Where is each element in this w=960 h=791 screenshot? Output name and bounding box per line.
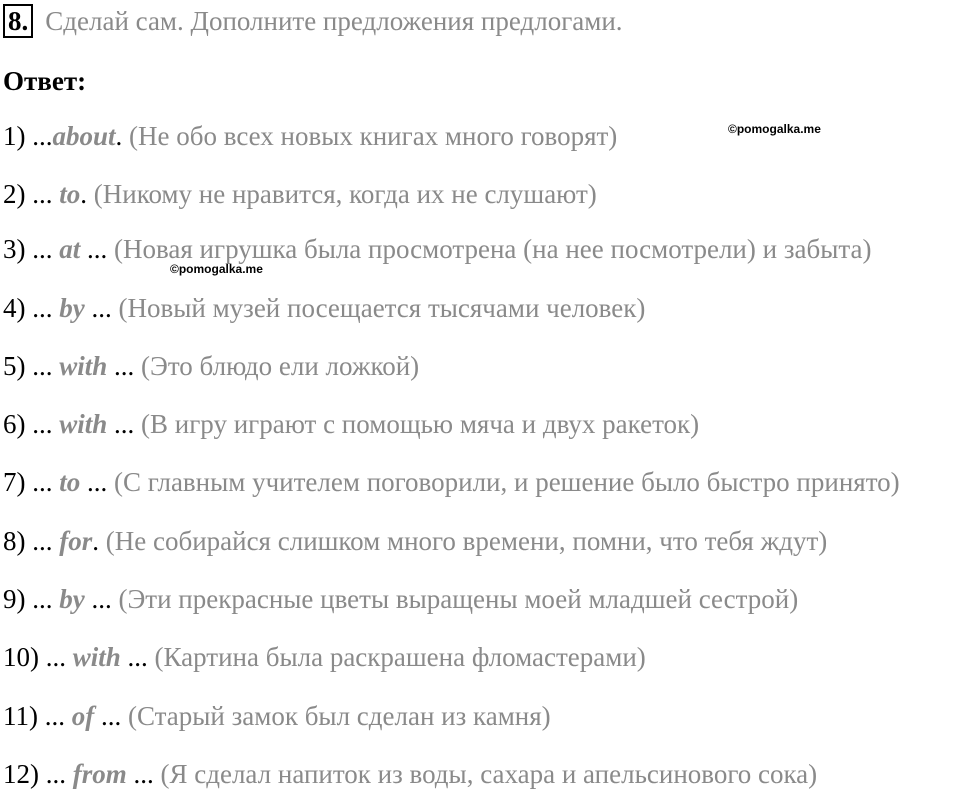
answer-line-2 (3, 178, 597, 210)
watermark: ©pomogalka.me (170, 262, 263, 276)
task-header (3, 3, 623, 39)
answer-line-12 (3, 758, 817, 790)
answer-line-9 (3, 583, 798, 615)
line-dots-after: ... (107, 409, 135, 439)
translation: (С главным учителем поговорили, и решение было быстро принято) (107, 467, 900, 497)
preposition: to (59, 467, 81, 497)
line-dots: ... (25, 467, 60, 497)
line-dots-after: ... (126, 759, 154, 789)
line-dots: ... (25, 179, 60, 209)
translation: (Новый музей посещается тысячами человек) (111, 293, 646, 323)
preposition: by (59, 584, 85, 614)
line-dots: ... (39, 642, 73, 672)
preposition: about (52, 121, 116, 151)
translation: (Картина была раскрашена фломастерами) (147, 642, 646, 672)
answer-line-5 (3, 350, 419, 382)
preposition: with (59, 409, 108, 439)
answer-line-7 (3, 466, 900, 498)
line-dots: ... (39, 759, 73, 789)
preposition: with (72, 642, 121, 672)
line-number: 6) (3, 409, 26, 439)
translation: (Никому не нравится, когда их не слушают) (87, 179, 597, 209)
answer-line-4 (3, 292, 645, 324)
line-number: 7) (3, 467, 26, 497)
preposition: for (59, 526, 93, 556)
translation: (В игру играют с помощью мяча и двух ракеток) (134, 409, 700, 439)
line-dots-after: ... (120, 642, 148, 672)
line-number: 1) (3, 121, 26, 151)
answer-line-3 (3, 233, 871, 265)
line-dots: ... (25, 234, 60, 264)
answer-line-1 (3, 120, 617, 152)
line-dots: ... (25, 584, 60, 614)
translation: (Это блюдо ели ложкой) (134, 351, 420, 381)
translation: (Старый замок был сделан из камня) (121, 701, 551, 731)
task-instruction: Сделай сам. Дополните предложения предлогами. (45, 5, 623, 36)
translation: (Эти прекрасные цветы выращены моей младшей сестрой) (111, 584, 799, 614)
line-dots: ... (25, 526, 60, 556)
line-number: 12) (3, 759, 39, 789)
task-number: 8. (3, 4, 33, 38)
preposition: at (59, 234, 81, 264)
line-dots: ... (38, 701, 72, 731)
line-number: 4) (3, 293, 26, 323)
line-dots-after: ... (94, 701, 122, 731)
line-dots-after: ... (107, 351, 135, 381)
answer-line-10 (3, 641, 646, 673)
preposition: from (72, 759, 127, 789)
line-dots-after: ... (84, 293, 112, 323)
line-number: 2) (3, 179, 26, 209)
line-dots: ... (25, 409, 60, 439)
line-dots-after: ... (80, 234, 108, 264)
line-number: 3) (3, 234, 26, 264)
answer-line-6 (3, 408, 699, 440)
translation: (Я сделал напиток из воды, сахара и апельсинового сока) (153, 759, 818, 789)
translation: (Не собирайся слишком много времени, помни, что тебя ждут) (99, 526, 828, 556)
line-number: 8) (3, 526, 26, 556)
preposition: by (59, 293, 85, 323)
line-number: 11) (3, 701, 38, 731)
preposition: with (59, 351, 108, 381)
translation: (Не обо всех новых книгах много говорят) (122, 121, 618, 151)
line-number: 10) (3, 642, 39, 672)
line-dots: ... (25, 351, 60, 381)
answer-title: Ответ: (3, 66, 87, 96)
line-dots-after: . (80, 179, 88, 209)
line-dots: ... (25, 121, 53, 151)
watermark: ©pomogalka.me (728, 122, 821, 136)
line-dots: ... (25, 293, 60, 323)
line-dots-after: . (115, 121, 123, 151)
answer-line-8 (3, 525, 827, 557)
line-dots-after: ... (80, 467, 108, 497)
line-dots-after: ... (84, 584, 112, 614)
line-number: 9) (3, 584, 26, 614)
preposition: to (59, 179, 81, 209)
line-number: 5) (3, 351, 26, 381)
answer-line-11 (3, 700, 551, 732)
translation: (Новая игрушка была просмотрена (на нее посмотрели) и забыта) (107, 234, 872, 264)
preposition: of (71, 701, 95, 731)
line-dots-after: . (92, 526, 99, 556)
